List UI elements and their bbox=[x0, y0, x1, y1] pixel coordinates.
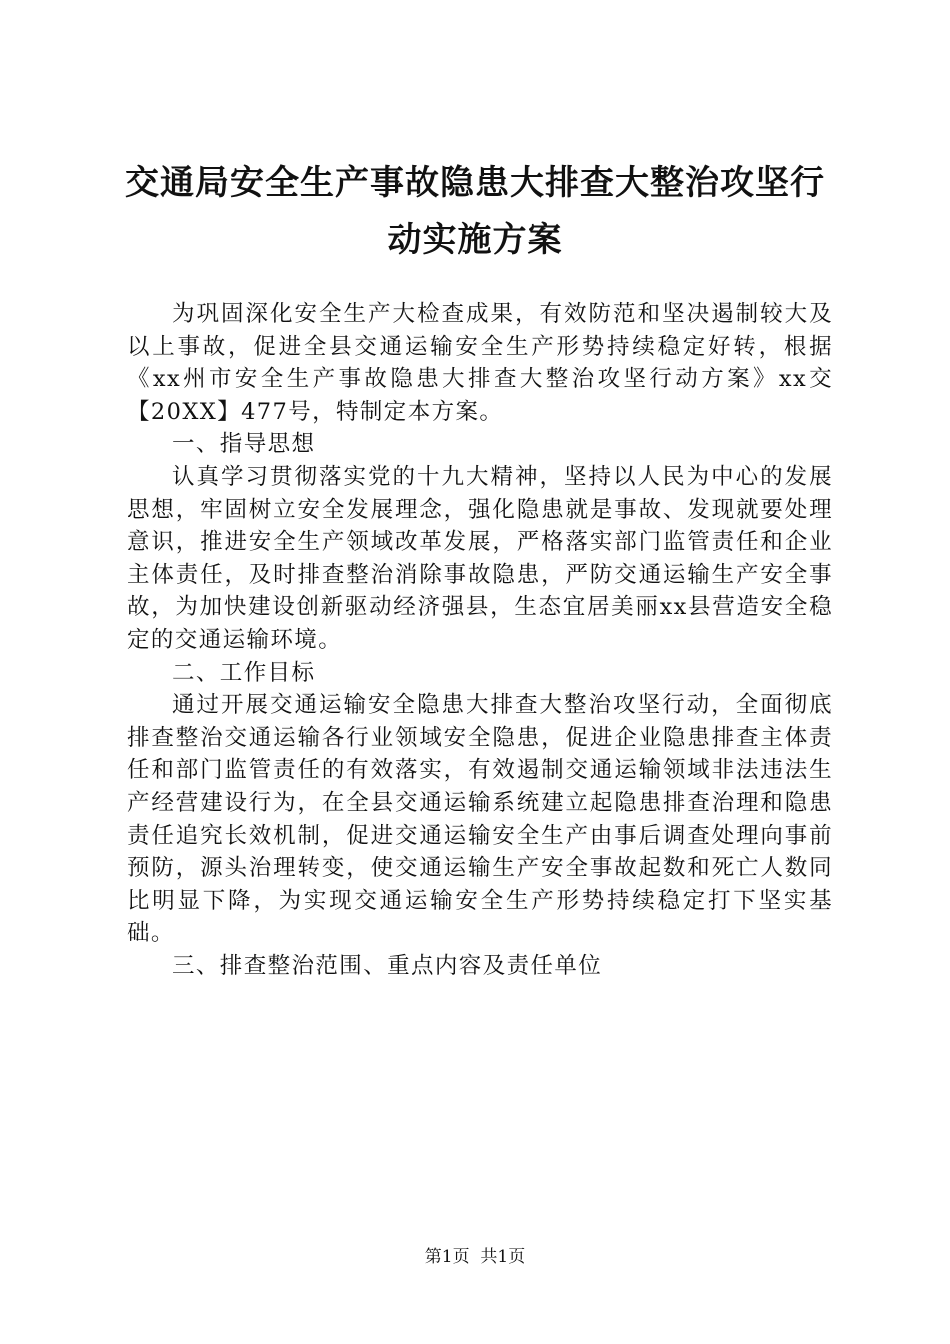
intro-paragraph: 为巩固深化安全生产大检查成果，有效防范和坚决遏制较大及以上事故，促进全县交通运输安全生产形势持续稳定好转，根据《xx州市安全生产事故隐患大排查大整治攻坚行动方案》xx交【20XX】477号，特制定本方案。 bbox=[127, 301, 833, 425]
guiding-ideology-paragraph: 认真学习贯彻落实党的十九大精神，坚持以人民为中心的发展思想，牢固树立安全发展理念，强化隐患就是事故、发现就要处理意识，推进安全生产领域改革发展，严格落实部门监管责任和企业主体责任，及时排查整治消除事故隐患，严防交通运输生产安全事故，为加快建设创新驱动经济强县，生态宜居美丽xx县营造安全稳定的交通运输环境。 bbox=[127, 463, 833, 653]
section-heading-work-objectives: 二、工作目标 bbox=[172, 659, 316, 686]
page-footer: 第1页 共1页 bbox=[424, 1247, 526, 1267]
document-body bbox=[127, 298, 833, 982]
section-heading-guiding-ideology: 一、指导思想 bbox=[172, 431, 316, 458]
document-title-line-1: 交通局安全生产事故隐患大排查大整治攻坚行 bbox=[125, 163, 825, 203]
section-heading-scope: 三、排查整治范围、重点内容及责任单位 bbox=[172, 952, 603, 979]
document-title-line-2: 动实施方案 bbox=[387, 220, 563, 260]
work-objectives-paragraph: 通过开展交通运输安全隐患大排查大整治攻坚行动，全面彻底排查整治交通运输各行业领域安全隐患，促进企业隐患排查主体责任和部门监管责任的有效落实，有效遏制交通运输领域非法违法生产经营建设行为，在全县交通运输系统建立起隐患排查治理和隐患责任追究长效机制，促进交通运输安全生产由事后调查处理向事前预防，源头治理转变，使交通运输生产安全事故起数和死亡人数同比明显下降，为实现交通运输安全生产形势持续稳定打下坚实基础。 bbox=[127, 692, 833, 947]
